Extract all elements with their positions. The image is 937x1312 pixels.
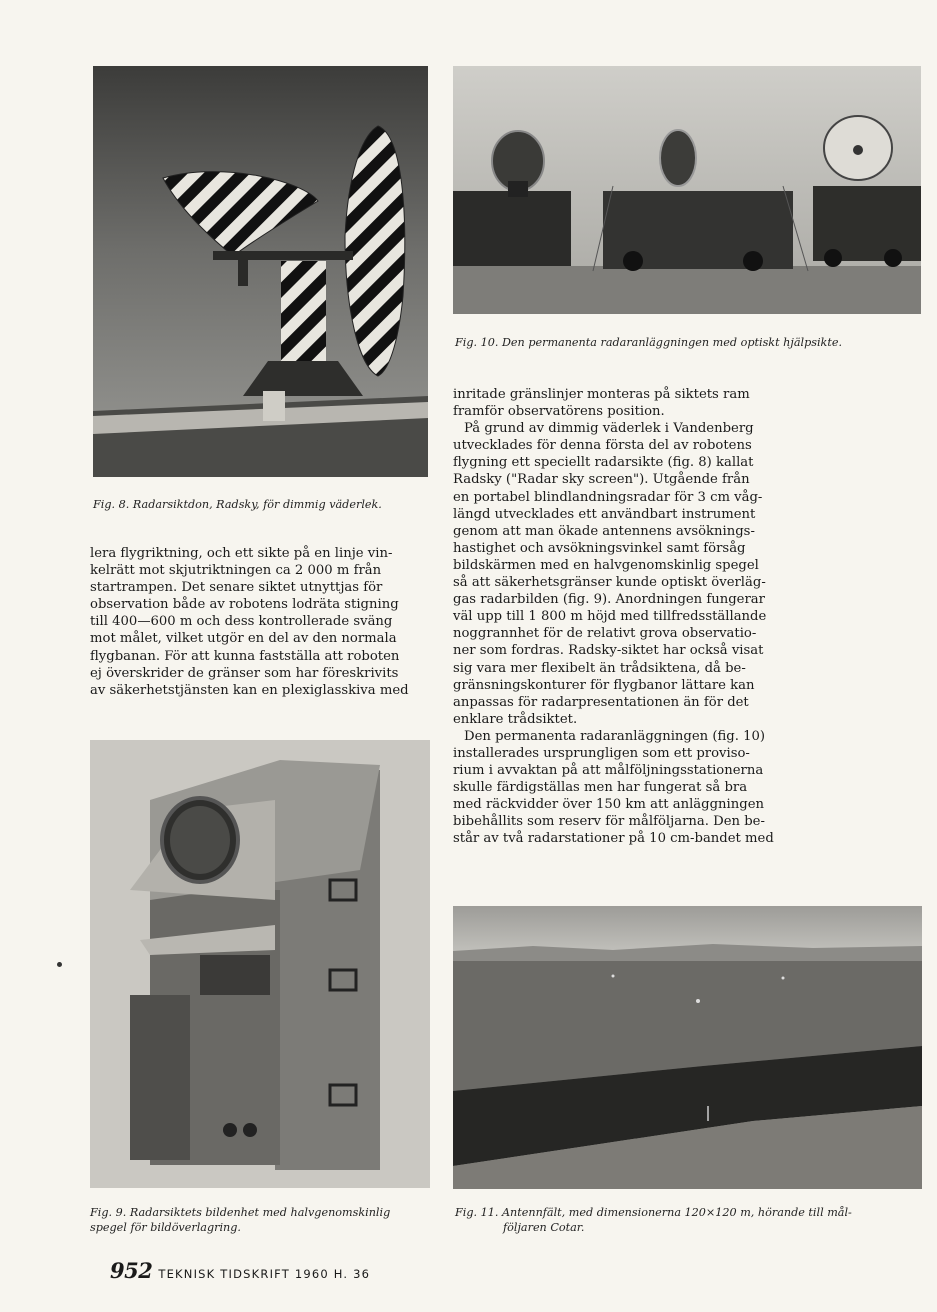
text-line: noggrannhet för de relativt grova observatio- [453,626,757,642]
text-line: ej överskrider de gränser som har föreskrivits [90,665,399,681]
text-line: enklare trådsiktet. [453,711,578,727]
text-line: ner som fordras. Radsky-siktet har också visat [453,643,764,659]
text-line: står av två radarstationer på 10 cm-bandet med [453,831,774,847]
text-line: så att säkerhetsgränser kunde optiskt överläg- [453,575,766,591]
text-line: utvecklades för denna första del av robotens [453,438,752,454]
text-line: hastighet och avsökningsvinkel samt försåg [453,540,746,556]
fig11-caption-line: Fig. 11. Antennfält, med dimensionerna 120×120 m, hörande till mål- [455,1206,852,1219]
fig9-photo [90,740,430,1188]
text-line: bildskärmen med en halvgenomskinlig spegel [453,557,759,573]
text-line: startrampen. Det senare siktet utnyttjas för [90,580,383,596]
text-line: installerades ursprungligen som ett proviso- [453,745,750,761]
text-line: längd utvecklades ett användbart instrument [453,506,756,522]
text-line: rium i avvaktan på att målföljningsstationerna [453,763,764,779]
text-line: av säkerhetstjänsten kan en plexiglasskiva med [90,682,409,698]
fig10-photo [453,66,921,314]
text-line: mot målet, vilket utgör en del av den normala [90,631,397,647]
fig9-caption [90,1205,435,1235]
text-line: På grund av dimmig väderlek i Vandenberg [464,421,754,437]
text-line: anpassas för radarpresentationen än för det [453,694,749,710]
fig10-caption: Fig. 10. Den permanenta radaranläggningen med optiskt hjälpsikte. [455,336,842,349]
text-line: framför observatörens position. [453,404,665,420]
text-line: en portabel blindlandningsradar för 3 cm våg- [453,489,763,505]
text-line: gas radarbilden (fig. 9). Anordningen fungerar [453,592,765,608]
fig9-caption-line: spegel för bildöverlagring. [90,1221,241,1234]
text-line: bibehållits som reserv för målföljarna. Den be- [453,814,765,830]
left-column-text [90,545,415,699]
text-line: sig vara mer flexibelt än trådsiktena, då be- [453,660,746,676]
page-number: 952 [110,1258,153,1283]
text-line: med räckvidder över 150 km att anläggningen [453,797,764,813]
text-line: kelrätt mot skjutriktningen ca 2 000 m från [90,563,382,579]
fig11-photo [453,906,922,1189]
text-line: till 400—600 m och dess kontrollerade sväng [90,614,393,630]
journal-name: TEKNISK TIDSKRIFT 1960 H. 36 [158,1267,371,1281]
fig8-photo [93,66,428,477]
page-footer [110,1258,370,1283]
text-line: inritade gränslinjer monteras på siktets ram [453,387,750,402]
text-line: väl upp till 1 800 m höjd med tillfredsställande [453,609,767,625]
text-line: flygning ett speciellt radarsikte (fig. 8) kallat [453,455,754,471]
text-line: flygbanan. För att kunna fastställa att roboten [90,648,400,664]
text-line: Den permanenta radaranläggningen (fig. 10) [464,728,766,744]
text-line: observation både av robotens lodräta stigning [90,597,399,613]
right-column-text [453,386,793,848]
fig8-caption: Fig. 8. Radarsiktdon, Radsky, för dimmig väderlek. [93,498,382,511]
text-line: skulle färdigställas men har fungerat så bra [453,780,748,796]
fig9-caption-line: Fig. 9. Radarsiktets bildenhet med halvgenomskinlig [90,1206,391,1219]
text-line: gränsningskonturer för flygbanor lättare kan [453,677,755,693]
fig11-caption-line: följaren Cotar. [503,1221,585,1234]
text-line: Radsky ("Radar sky screen"). Utgående från [453,472,750,488]
text-line: lera flygriktning, och ett sikte på en linje vin- [90,546,393,561]
text-line: genom att man ökade antennens avsöknings- [453,523,755,539]
fig11-caption [455,1205,925,1235]
margin-dot [57,962,62,967]
